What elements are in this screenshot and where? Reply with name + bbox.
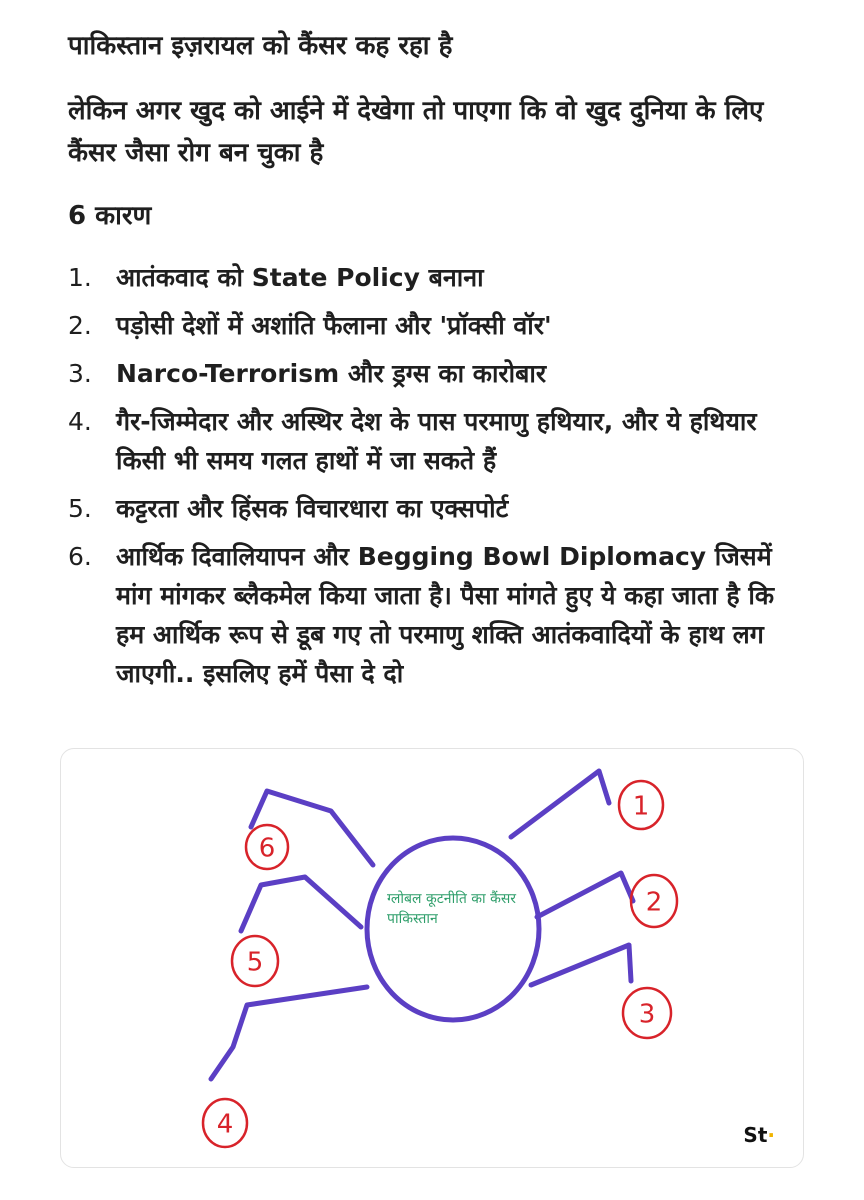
list-number: 1. [68, 263, 92, 292]
list-text: आतंकवाद को State Policy बनाना [116, 263, 484, 292]
list-text: गैर-जिम्मेदार और अस्थिर देश के पास परमाणु हथियार, और ये हथियार किसी भी समय गलत हाथों में जा सकते हैं [116, 407, 757, 475]
list-item [68, 354, 808, 393]
list-text: कट्टरता और हिंसक विचारधारा का एक्सपोर्ट [116, 494, 509, 523]
list-item [68, 489, 808, 528]
diagram-leg [531, 945, 631, 985]
list-number: 6. [68, 542, 92, 571]
list-text: Narco-Terrorism और ड्रग्स का कारोबार [116, 359, 547, 388]
diagram-body-circle [367, 838, 539, 1020]
list-item [68, 402, 808, 480]
brand-dot: · [767, 1123, 775, 1147]
spider-diagram [61, 749, 805, 1169]
leg-number: 6 [258, 833, 276, 864]
list-text: पड़ोसी देशों में अशांति फैलाना और 'प्रॉक्सी वॉर' [116, 311, 552, 340]
leg-number: 5 [246, 947, 264, 978]
leg-number: 1 [632, 791, 650, 822]
brand-name: St [743, 1123, 768, 1147]
list-number: 5. [68, 494, 92, 523]
leg-number: 3 [638, 999, 656, 1030]
list-item [68, 537, 808, 693]
brand-logo [743, 1123, 775, 1147]
diagram-leg [511, 771, 609, 837]
section-heading: 6 कारण [68, 201, 152, 231]
diagram-center-label: ग्लोबल कूटनीति का कैंसर पाकिस्तान [387, 891, 517, 927]
list-number: 3. [68, 359, 92, 388]
list-item [68, 258, 808, 297]
diagram-leg [537, 873, 633, 917]
diagram-card [60, 748, 804, 1168]
list-number: 4. [68, 407, 92, 436]
post-title: पाकिस्तान इज़रायल को कैंसर कह रहा है [68, 31, 453, 61]
post-paragraph: लेकिन अगर खुद को आईने में देखेगा तो पाएगा कि वो खुद दुनिया के लिए कैंसर जैसा रोग बन चुका है [68, 96, 764, 168]
leg-number: 4 [216, 1109, 234, 1140]
list-text: आर्थिक दिवालियापन और Begging Bowl Diplomacy जिसमें मांग मांगकर ब्लैकमेल किया जाता है। पैसा मांगते हुए ये कहा जाता है कि हम आर्थिक रूप से डूब गए तो परमाणु शक्ति आतंकवादियों के हाथ लग जाएगी.. इसलिए हमें पैसा दे दो [116, 542, 775, 688]
list-number: 2. [68, 311, 92, 340]
leg-number: 2 [645, 887, 663, 918]
list-item [68, 306, 808, 345]
reasons-list [68, 258, 808, 702]
diagram-leg [211, 987, 367, 1079]
diagram-leg [241, 877, 361, 931]
